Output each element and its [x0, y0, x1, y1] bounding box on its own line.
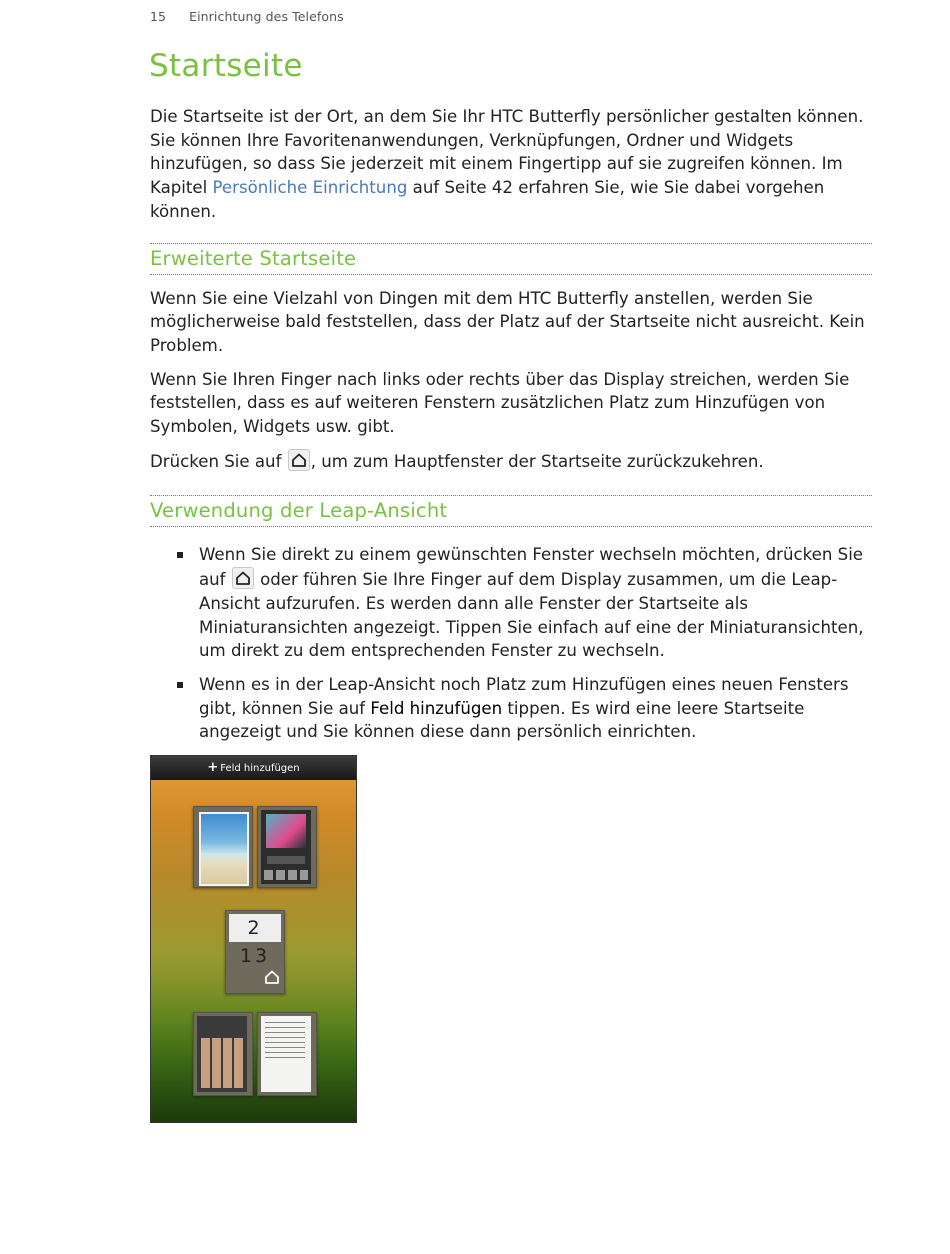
list-item — [150, 543, 872, 663]
thumbnail-clock[interactable] — [225, 910, 285, 994]
section-heading-leap — [150, 495, 872, 527]
page-number: 15 — [150, 9, 167, 24]
p3-text-end: , um zum Hauptfenster der Startseite zurückzukehren. — [310, 451, 764, 471]
add-panel-label: Feld hinzufügen — [220, 763, 300, 774]
home-icon — [288, 449, 310, 471]
bullet1-text: Wenn Sie direkt zu einem gewünschten Fenster wechseln möchten, drücken Sie auf — [199, 545, 864, 590]
bullet-icon — [177, 682, 183, 688]
thumbnail-photo[interactable] — [193, 806, 253, 888]
home-icon — [232, 567, 254, 589]
main-content — [150, 105, 872, 754]
personal-setup-link[interactable]: Persönliche Einrichtung — [212, 178, 408, 198]
chapter-title: Einrichtung des Telefons — [189, 9, 344, 24]
list-item — [150, 673, 872, 744]
leap-view-screenshot — [150, 755, 357, 1123]
bullet2-text-end: tippen. Es wird eine leere Startseite angezeigt und Sie können diese dann persönlich einrichten. — [199, 698, 805, 742]
music-widget — [261, 810, 311, 884]
page-header — [150, 9, 344, 24]
p3-text: Drücken Sie auf — [150, 451, 287, 471]
people-widget — [197, 1016, 247, 1092]
extended-home-heading: Erweiterte Startseite — [150, 246, 357, 270]
extended-p3 — [150, 449, 872, 474]
add-panel-bar[interactable] — [151, 756, 356, 780]
page-title: Startseite — [149, 48, 303, 84]
bullet2-text: Wenn es in der Leap-Ansicht noch Platz zum Hinzufügen eines neuen Fensters gibt, können Sie auf — [199, 674, 849, 718]
bullet1-text-end: oder führen Sie Ihre Finger auf dem Display zusammen, um die Leap-Ansicht aufzurufen. Es werden dann alle Fenster der Startseite als Miniaturansichten angezeigt. Tippen Sie einfach auf eine der Miniaturansichten, um direkt zu dem entsprechenden Fenster zu wechseln. — [199, 570, 864, 661]
add-panel-term: Feld hinzufügen — [370, 698, 503, 718]
bullet-icon — [177, 552, 183, 558]
home-icon — [264, 969, 280, 985]
beach-photo — [199, 812, 249, 886]
intro-text: Die Startseite ist der Ort, an dem Sie Ihr HTC Butterfly persönlicher gestalten können. Sie können Ihre Favoritenanwendungen, Verknüpfungen, Ordner und Widgets hinzufügen, so dass Sie jederzeit mit einem Fingertipp auf sie zugreifen können. Im Kapitel — [150, 107, 864, 198]
intro-text-end: auf Seite 42 erfahren Sie, wie Sie dabei vorgehen können. — [150, 178, 825, 221]
clock-widget: 2 13 — [229, 914, 281, 942]
intro-paragraph — [150, 105, 872, 224]
extended-p1: Wenn Sie eine Vielzahl von Dingen mit dem HTC Butterfly anstellen, werden Sie möglicherweise bald feststellen, dass der Platz auf der Startseite nicht ausreicht. Kein Problem. — [150, 288, 865, 355]
thumbnail-people[interactable] — [193, 1012, 253, 1096]
leap-view-heading: Verwendung der Leap-Ansicht — [150, 499, 448, 523]
notes-widget — [261, 1016, 311, 1092]
thumbnail-notes[interactable] — [257, 1012, 317, 1096]
plus-icon: + — [207, 760, 219, 775]
section-heading-extended — [150, 243, 872, 275]
thumbnail-music[interactable] — [257, 806, 317, 888]
leap-bullet-list — [150, 543, 872, 744]
extended-p2: Wenn Sie Ihren Finger nach links oder rechts über das Display streichen, werden Sie feststellen, dass es auf weiteren Fenstern zusätzlichen Platz zum Hinzufügen von Symbolen, Widgets usw. gibt. — [150, 369, 850, 437]
